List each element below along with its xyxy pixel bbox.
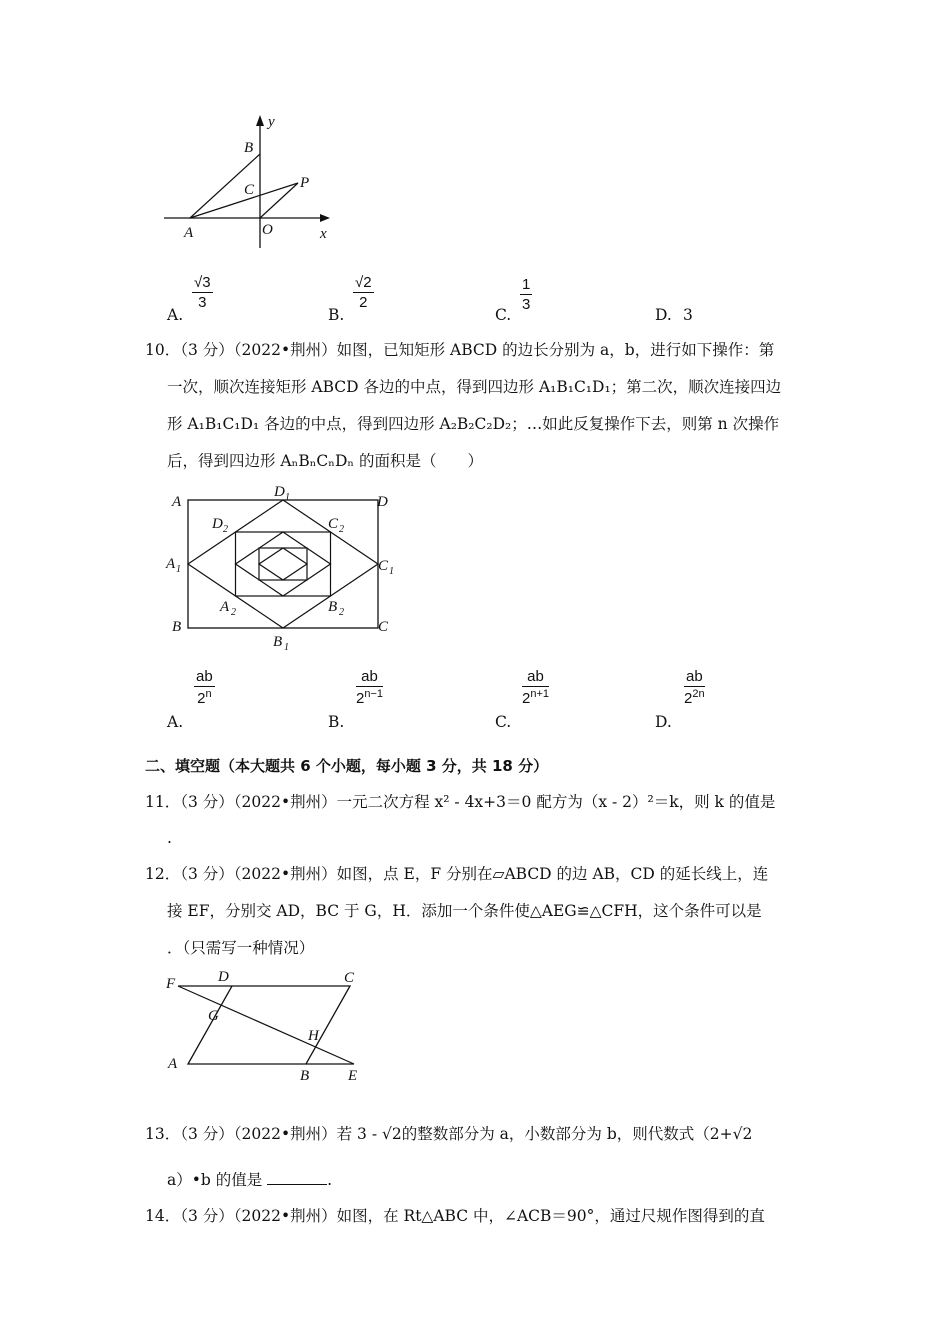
label-C2-sub: 2 [339,524,344,535]
q9-option-b-numerator: √2 [355,274,372,291]
q10-option-c-exponent: n+1 [530,688,550,700]
q10-option-b-fraction [356,668,383,707]
label-C1-sub: 1 [389,566,394,577]
q10-option-d-letter: D. [655,713,672,731]
q10-option-a-fraction [194,668,215,707]
label-C: C [344,970,355,986]
q12-line-1: 12．（3 分）（2022•荆州）如图，点 E，F 分别在▱ABCD 的边 AB，CD 的延长线上，连 [145,865,769,883]
label-B2: B [328,599,338,615]
q10-option-a-exponent: n [205,688,212,700]
label-C: C [378,619,389,635]
q9-option-c-letter: C. [495,306,512,324]
q9-option-a-denominator: 3 [198,294,207,311]
label-B: B [244,140,254,156]
q9-option-b-denominator: 2 [359,294,368,311]
label-A2: A [220,599,230,615]
q10-option-c-letter: C. [495,713,512,731]
q10-option-d-base: 2 [684,690,693,707]
q10-option-c-denominator [522,688,549,707]
q13-line-2-end: . [327,1171,333,1189]
q12-parallelogram-figure [160,964,370,1089]
label-D2: D [212,516,223,532]
q11-line-2: . [167,829,172,847]
q10-line-1: 10．（3 分）（2022•荆州）如图，已知矩形 ABCD 的边长分别为 a，b，进行如下操作：第 [145,341,775,359]
q10-option-d-exponent: 2n [692,688,705,700]
q13-line-1: 13．（3 分）（2022•荆州）若 3 - √2的整数部分为 a，小数部分为 b，则代数式（2+√2 [145,1125,753,1143]
label-B: B [300,1068,310,1084]
q10-option-b-denominator [356,688,383,707]
label-y: y [268,114,275,130]
label-D: D [377,494,388,510]
label-A: A [184,225,194,241]
q9-option-b-letter: B. [328,306,345,324]
q10-option-d-fraction [684,668,705,707]
section-2-heading: 二、填空题（本大题共 6 个小题，每小题 3 分，共 18 分） [145,757,549,775]
label-A: A [172,494,182,510]
label-D2-sub: 2 [223,524,228,535]
q9-option-d-value: 3 [683,306,693,324]
q10-option-d-denominator [684,688,705,707]
q13-line-2 [167,1170,332,1190]
label-B: B [172,619,182,635]
q10-option-b-exponent: n−1 [364,688,384,700]
q10-option-b-base: 2 [356,690,365,707]
q9-option-a-numerator: √3 [194,274,211,291]
q9-option-c-denominator: 3 [522,296,531,313]
label-C2: C [328,516,339,532]
label-C: C [244,182,255,198]
label-B2-sub: 2 [339,607,344,618]
label-O: O [262,222,273,238]
label-x: x [320,226,327,242]
q10-nested-rectangles-figure [160,478,410,653]
q10-line-4: 后，得到四边形 AₙBₙCₙDₙ 的面积是（ ） [167,452,484,470]
label-A1: A [166,556,176,572]
q10-line-2: 一次，顺次连接矩形 ABCD 各边的中点，得到四边形 A₁B₁C₁D₁；第二次，顺次连接四边 [167,378,782,396]
label-C1: C [378,558,389,574]
q12-line-2: 接 EF，分别交 AD，BC 于 G，H．添加一个条件使△AEG≌△CFH，这个条件可以是 [167,902,762,920]
q10-option-c-base: 2 [522,690,531,707]
label-G: G [208,1008,219,1024]
label-D1-sub: 1 [285,492,290,503]
q10-option-b-letter: B. [328,713,345,731]
q9-option-c-numerator: 1 [522,276,531,293]
label-E: E [348,1068,358,1084]
q10-option-a-base: 2 [197,690,206,707]
q13-line-2-text: a）•b 的值是 [167,1171,263,1189]
label-H: H [308,1028,319,1044]
q13-answer-blank[interactable] [267,1170,327,1185]
label-B1-sub: 1 [284,642,289,653]
label-D: D [218,969,229,985]
q9-coordinate-figure [160,110,340,250]
label-P: P [300,175,310,191]
q9-option-c-fraction [520,276,532,313]
label-A1-sub: 1 [176,564,181,575]
q10-option-c-numerator: ab [527,668,544,685]
q9-option-b-fraction [353,274,374,311]
label-A: A [168,1056,178,1072]
q10-option-d-numerator: ab [686,668,703,685]
q10-option-b-numerator: ab [361,668,378,685]
label-F: F [166,976,176,992]
q14-line-1: 14．（3 分）（2022•荆州）如图，在 Rt△ABC 中，∠ACB＝90°，通过尺规作图得到的直 [145,1207,765,1225]
q9-option-d-letter: D. [655,306,672,324]
label-B1: B [273,634,283,650]
q11-line-1: 11．（3 分）（2022•荆州）一元二次方程 x² - 4x+3＝0 配方为（x - 2）²＝k，则 k 的值是 [145,793,776,811]
label-D1: D [274,484,285,500]
q10-option-c-fraction [522,668,549,707]
label-A2-sub: 2 [231,607,236,618]
q10-line-3: 形 A₁B₁C₁D₁ 各边的中点，得到四边形 A₂B₂C₂D₂；…如此反复操作下去，则第 n 次操作 [167,415,780,433]
q9-option-a-fraction [192,274,213,311]
q9-option-a-letter: A. [167,306,184,324]
q10-option-a-letter: A. [167,713,184,731]
q10-option-a-denominator [194,688,215,707]
q10-option-a-numerator: ab [196,668,213,685]
q12-line-3: ．（只需写一种情况） [167,939,315,957]
